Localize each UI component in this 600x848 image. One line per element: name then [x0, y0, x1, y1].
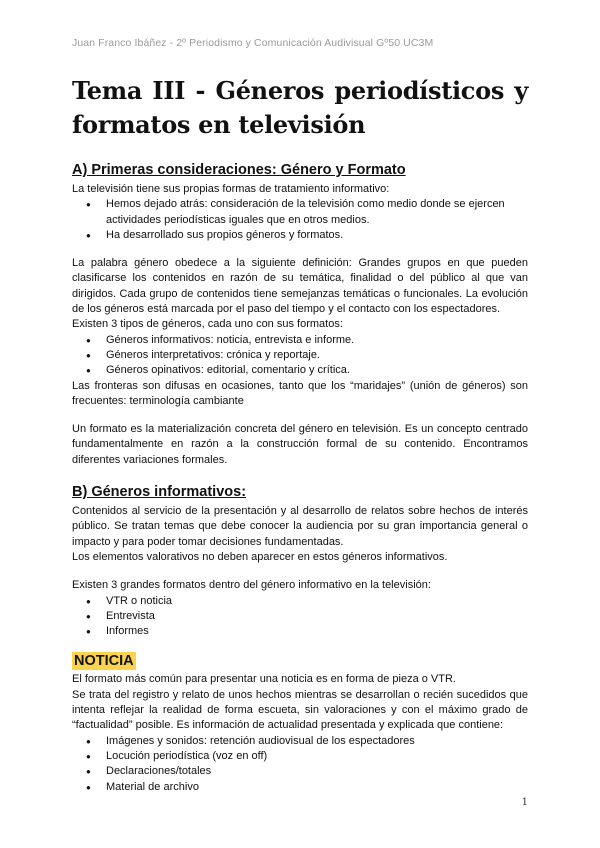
list-item: ● Entrevista — [106, 609, 528, 624]
list-item: ● Declaraciones/totales — [106, 764, 528, 779]
list-item: ● Imágenes y sonidos: retención audiovisual de los espectadores — [106, 734, 528, 749]
section-a-intro: La televisión tiene sus propias formas de tratamiento informativo: — [72, 183, 390, 195]
list-item: ● VTR o noticia — [106, 594, 528, 609]
list-item: ● Material de archivo — [106, 780, 528, 795]
genre-borders-paragraph: Las fronteras son difusas en ocasiones, tanto que los “maridajes” (unión de géneros) son frecuentes: terminología cambiante — [72, 379, 528, 407]
formats-intro: Existen 3 grandes formatos dentro del género informativo en la televisión: — [72, 579, 431, 592]
list-item: ● Géneros informativos: noticia, entrevista e informe. — [106, 333, 528, 348]
document-body — [72, 162, 528, 795]
list-item: ● Ha desarrollado sus propios géneros y formatos. — [106, 228, 528, 243]
noticia-list — [72, 734, 528, 795]
section-a-heading: A) Primeras consideraciones: Género y Formato — [72, 162, 406, 178]
page-header: Juan Franco Ibáñez - 2º Periodismo y Comunicación Audivisual Gº50 UC3M — [72, 37, 434, 49]
genre-definition-paragraph: La palabra género obedece a la siguiente definición: Grandes grupos en que pueden clasificarse los contenidos en razón de su temática, finalidad o del público al que van dirigidos. Cada grupo de contenidos tiene semejanzas temáticas o funcionales. La evolución de los géneros está marcada por el paso del tiempo y el contacto con los espectadores. — [72, 257, 528, 316]
noticia-paragraph-1: El formato más común para presentar una noticia es en forma de pieza o VTR. — [72, 673, 456, 686]
section-b-paragraph-1: Contenidos al servicio de la presentación y al desarrollo de relatos sobre hechos de interés público. Se tratan temas que debe conocer la audiencia por su gran importancia general o impacto y para poder tomar decisiones fundamentadas. — [72, 505, 528, 548]
list-item: ● Géneros interpretativos: crónica y reportaje. — [106, 348, 528, 363]
noticia-heading: NOTICIA — [74, 653, 134, 670]
genre-types-intro: Existen 3 tipos de géneros, cada uno con sus formatos: — [72, 318, 343, 331]
page-number: 1 — [521, 797, 528, 808]
page-title: Tema III - Géneros periodísticos y formatos en televisión — [72, 76, 528, 139]
section-a-bullets — [72, 197, 528, 243]
list-item: ● Géneros opinativos: editorial, comentario y crítica. — [106, 363, 528, 378]
noticia-paragraph-2: Se trata del registro y relato de unos hechos mientras se desarrollan o recién sucedidos que intenta reflejar la realidad de forma escueta, sin valoraciones y con el máximo grado de “factualidad” posible. Es información de actualidad presentada y explicada que contiene: — [72, 688, 528, 732]
formats-list — [72, 594, 528, 640]
genre-types-list — [72, 333, 528, 379]
section-b-heading: B) Géneros informativos: — [72, 484, 247, 501]
list-item: ● Hemos dejado atrás: consideración de la televisión como medio donde se ejercen actividades periodísticas iguales que en otros medios. — [106, 197, 528, 228]
format-definition-paragraph: Un formato es la materialización concreta del género en televisión. Es un concepto centrado fundamentalmente en razón a la construcción formal de su contenido. Encontramos diferentes variaciones formales. — [72, 423, 528, 466]
list-item: ● Informes — [106, 624, 528, 639]
list-item: ● Locución periodística (voz en off) — [106, 749, 528, 764]
section-b-paragraph-2: Los elementos valorativos no deben aparecer en estos géneros informativos. — [72, 550, 448, 563]
